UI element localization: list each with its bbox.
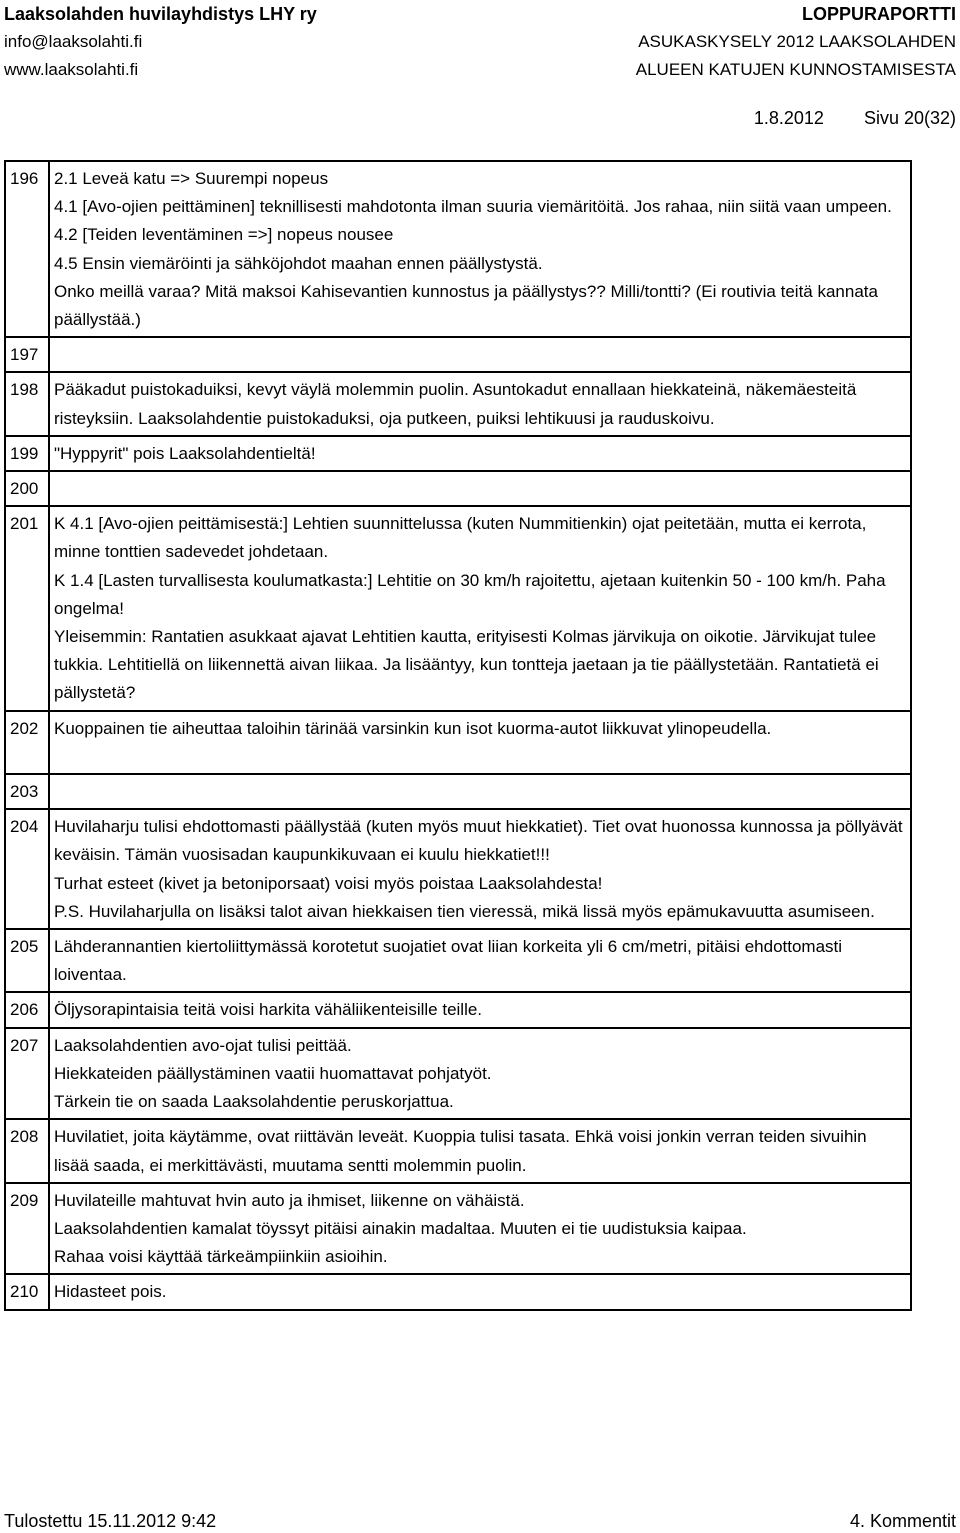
row-number: 197: [5, 337, 49, 372]
comment-text: [49, 506, 911, 710]
comment-line: 4.1 [Avo-ojien peittäminen] teknillisesti mahdotonta ilman suuria viemäritöitä. Jos rahaa, niin siitä vaan umpeen.: [54, 197, 892, 217]
row-number: 206: [5, 992, 49, 1027]
comment-line: Lähderannantien kiertoliittymässä korotetut suojatiet ovat liian korkeita yli 6 cm/metri, pitäisi ehdottomasti loiventaa.: [54, 937, 843, 985]
comment-text: [49, 372, 911, 435]
comment-line: K 1.4 [Lasten turvallisesta koulumatkasta:] Lehtitie on 30 km/h rajoitettu, ajetaan kuitenkin 50 - 100 km/h. Paha ongelma!: [54, 570, 886, 618]
comment-line: Laaksolahdentien avo-ojat tulisi peittää.: [54, 1035, 352, 1055]
page-number: Sivu 20(32): [863, 108, 956, 128]
row-number: 203: [5, 774, 49, 809]
comment-line: 4.5 Ensin viemäröinti ja sähköjohdot maahan ennen päällystystä.: [54, 253, 543, 273]
table-row: [5, 161, 911, 337]
comment-text: [49, 1119, 911, 1182]
comment-line: Laaksolahdentien kamalat töyssyt pitäisi ainakin madaltaa. Muuten ei tie uudistuksia kaipaa.: [54, 1218, 747, 1238]
row-number: 208: [5, 1119, 49, 1182]
comment-text: [49, 1274, 911, 1309]
comment-line: "Hyppyrit" pois Laaksolahdentieltä!: [54, 443, 316, 463]
comment-line: Tärkein tie on saada Laaksolahdentie peruskorjattua.: [54, 1092, 454, 1112]
row-number: 198: [5, 372, 49, 435]
comments-table: [4, 160, 912, 1311]
comment-line: Öljysorapintaisia teitä voisi harkita vähäliikenteisille teille.: [54, 1000, 483, 1020]
table-row: [5, 506, 911, 710]
survey-title-line-2: ALUEEN KATUJEN KUNNOSTAMISESTA: [635, 60, 956, 79]
row-number: 201: [5, 506, 49, 710]
date-page-row: [754, 108, 956, 129]
comment-text: [49, 1183, 911, 1275]
table-row: [5, 711, 911, 774]
table-row: [5, 809, 911, 929]
table-row: [5, 1028, 911, 1120]
table-row: [5, 372, 911, 435]
comment-line: Huvilaharju tulisi ehdottomasti päällystää (kuten myös muut hiekkatiet). Tiet ovat huonossa kunnossa ja pöllyävät keväisin. Tämän vuosisadan kaupunkikuvaan ei kuulu hiekkatiet!!!: [54, 817, 903, 865]
row-number: 210: [5, 1274, 49, 1309]
comment-text: [49, 711, 911, 774]
comment-line: Turhat esteet (kivet ja betoniporsaat) voisi myös poistaa Laaksolahdesta!: [54, 873, 603, 893]
organization-name: Laaksolahden huvilayhdistys LHY ry: [4, 4, 317, 24]
comment-line: Hidasteet pois.: [54, 1282, 167, 1302]
table-row: [5, 1119, 911, 1182]
survey-title-line-1: ASUKASKYSELY 2012 LAAKSOLAHDEN: [638, 32, 956, 51]
table-row: [5, 337, 911, 372]
comment-text: [49, 929, 911, 992]
row-number: 202: [5, 711, 49, 774]
report-title: LOPPURAPORTTI: [801, 4, 956, 24]
row-number: 209: [5, 1183, 49, 1275]
comment-text: [49, 337, 911, 372]
row-number: 196: [5, 161, 49, 337]
row-number: 199: [5, 436, 49, 471]
comment-line: Huvilatiet, joita käytämme, ovat riittävän leveät. Kuoppia tulisi tasata. Ehkä voisi jonkin verran teiden sivuihin lisää saada, ei merkittävästi, muutama sentti molemmin puolin.: [54, 1127, 867, 1175]
comment-line: 2.1 Leveä katu => Suurempi nopeus: [54, 169, 329, 188]
comment-line: 4.2 [Teiden leventäminen =>] nopeus nousee: [54, 225, 394, 245]
comment-line: Huvilateille mahtuvat hvin auto ja ihmiset, liikenne on vähäistä.: [54, 1190, 525, 1210]
contact-email[interactable]: info@laaksolahti.fi: [4, 32, 143, 51]
report-date: 1.8.2012: [753, 108, 824, 128]
table-row: [5, 471, 911, 506]
comment-line: Rahaa voisi käyttää tärkeämpiinkiin asioihin.: [54, 1247, 388, 1267]
comment-line: Onko meillä varaa? Mitä maksoi Kahisevantien kunnostus ja päällystys?? Milli/tontti? (Ei routivia teitä kannata päällystää.): [54, 281, 878, 330]
comment-line: Pääkadut puistokaduiksi, kevyt väylä molemmin puolin. Asuntokadut ennallaan hiekkateinä, näkemäesteitä risteyksiin. Laaksolahdentie puistokaduksi, oja putkeen, puiksi lehtikuusi ja rauduskoivu.: [54, 380, 857, 428]
comment-line: Yleisemmin: Rantatien asukkaat ajavat Lehtitien kautta, erityisesti Kolmas järvikuja on oikotie. Järvikujat tulee tukkia. Lehtitiellä on liikennettä aivan liikaa. Ja lisääntyy, kun tontteja jaetaan ja tie päällystetään. Rantatietä ei pällystetä?: [54, 627, 879, 703]
comment-text: [49, 992, 911, 1027]
comment-text: [49, 774, 911, 809]
print-timestamp: Tulostettu 15.11.2012 9:42: [4, 1511, 217, 1531]
comment-line: Hiekkateiden päällystäminen vaatii huomattavat pohjatyöt.: [54, 1063, 492, 1083]
header-right: [636, 0, 956, 84]
comment-text: [49, 809, 911, 929]
table-row: [5, 436, 911, 471]
row-number: 204: [5, 809, 49, 929]
table-row: [5, 774, 911, 809]
row-number: 205: [5, 929, 49, 992]
header-left: [4, 0, 317, 84]
comment-text: [49, 471, 911, 506]
comment-line: P.S. Huvilaharjulla on lisäksi talot aivan hiekkaisen tien vieressä, mikä lissä myös epämukavuutta asumiseen.: [54, 901, 875, 921]
table-row: [5, 1183, 911, 1275]
comment-line: K 4.1 [Avo-ojien peittämisestä:] Lehtien suunnittelussa (kuten Nummitienkin) ojat peitetään, mutta ei kerrota, minne tonttien sadevedet johdetaan.: [54, 514, 867, 562]
table-row: [5, 929, 911, 992]
section-label: 4. Kommentit: [849, 1511, 956, 1531]
table-row: [5, 1274, 911, 1309]
website-link[interactable]: www.laaksolahti.fi: [4, 60, 139, 79]
comment-text: [49, 1028, 911, 1120]
comment-text: [49, 161, 911, 337]
table-row: [5, 992, 911, 1027]
comment-text: [49, 436, 911, 471]
row-number: 200: [5, 471, 49, 506]
row-number: 207: [5, 1028, 49, 1120]
comment-line: Kuoppainen tie aiheuttaa taloihin tärinää varsinkin kun isot kuorma-autot liikkuvat ylinopeudella.: [54, 718, 772, 738]
comment-line: [54, 743, 906, 771]
